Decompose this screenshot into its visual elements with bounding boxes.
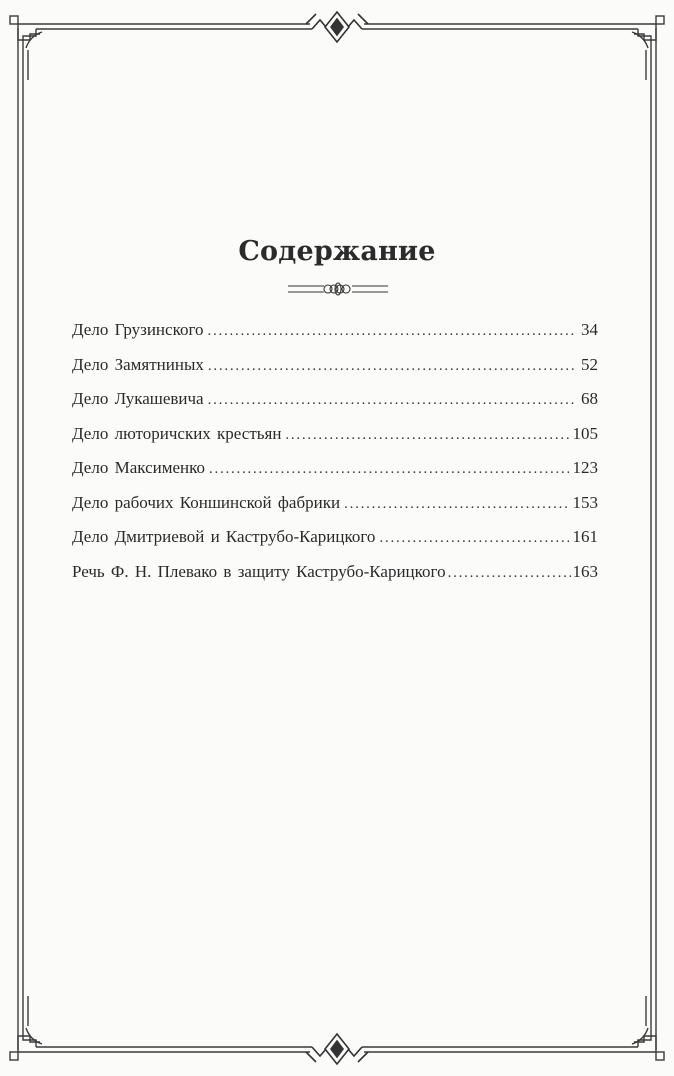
toc-entry[interactable] (72, 458, 598, 493)
toc-page-number: 161 (572, 527, 598, 546)
dot-leader (208, 323, 577, 340)
toc-entry-title: Дело Грузинского (72, 320, 204, 339)
toc-page-number: 34 (581, 320, 598, 339)
dot-leader (379, 530, 568, 547)
toc-page-number: 105 (572, 423, 598, 443)
toc-entry-title: Дело Лукашевича (72, 389, 204, 408)
toc-entry-title: Речь Ф. Н. Плевако в защиту Каструбо-Карицкого (72, 561, 446, 581)
toc-entry-title: Дело Максименко (72, 458, 206, 477)
toc-entry[interactable] (72, 320, 598, 355)
dot-leader (448, 565, 571, 582)
toc-entry[interactable] (72, 527, 598, 562)
toc-entry-title: Дело люторичских крестьян (72, 423, 282, 443)
dot-leader (344, 496, 568, 513)
dot-leader (285, 427, 568, 444)
toc-page-number: 153 (572, 492, 598, 512)
toc-entry[interactable] (72, 562, 598, 597)
dot-leader (208, 392, 577, 409)
page-title: Содержание (238, 236, 436, 268)
braided-divider-icon (288, 282, 388, 296)
dot-leader (208, 358, 577, 375)
toc-entry-title: Дело рабочих Коншинской фабрики (72, 492, 341, 512)
table-of-contents (72, 320, 598, 596)
toc-page-number: 52 (581, 354, 598, 374)
toc-page-number: 123 (572, 458, 598, 477)
toc-entry[interactable] (72, 355, 598, 390)
bottom-diamond-ornament-icon (306, 1034, 368, 1064)
dot-leader (209, 461, 568, 478)
toc-entry[interactable] (72, 493, 598, 528)
toc-entry-title: Дело Замятниных (72, 354, 204, 374)
toc-entry-title: Дело Дмитриевой и Каструбо-Карицкого (72, 527, 376, 546)
toc-page-number: 163 (572, 561, 598, 581)
top-diamond-ornament-icon (306, 12, 368, 42)
toc-entry[interactable] (72, 424, 598, 459)
toc-entry[interactable] (72, 389, 598, 424)
toc-page-number: 68 (581, 389, 598, 408)
